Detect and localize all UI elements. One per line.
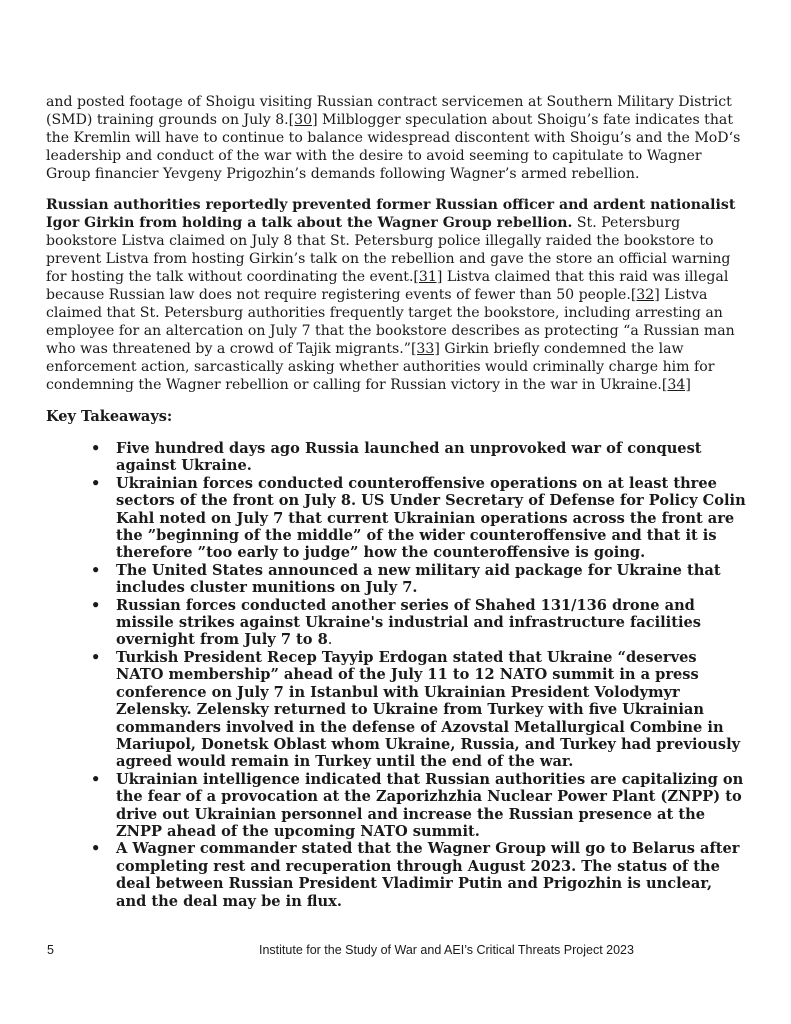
list-item <box>0 771 791 841</box>
page-footer <box>0 943 791 961</box>
footnote-link-32[interactable]: [32] <box>630 287 660 303</box>
list-item-text: Ukrainian forces conducted counteroffensive operations on at least three sectors of the front on July 8. US Under Secretary of Defense for Policy Colin Kahl noted on July 7 that current Ukrainian operations across the front are the ”beginning of the middle” of the wider counteroffensive and that it is therefore ”too early to judge” how the counteroffensive is going. <box>116 474 746 562</box>
list-item-text: Ukrainian intelligence indicated that Russian authorities are capitalizing on the fear of a provocation at the Zaporizhzhia Nuclear Power Plant (ZNPP) to drive out Ukrainian personnel and increase the Russian presence at the ZNPP ahead of the upcoming NATO summit. <box>116 770 744 840</box>
list-item <box>0 440 791 475</box>
paragraph-text: Milblogger speculation about Shoigu’s fate indicates that the Kremlin will have to continue to balance widespread discontent with Shoigu’s and the MoD‘s leadership and conduct of the war with the desire to avoid seeming to capitulate to Wagner Group financier Yevgeny Prigozhin’s demands following Wagner’s armed rebellion. <box>46 112 741 182</box>
paragraph-text: Listva claimed that St. Petersburg authorities frequently target the bookstore, including arresting an employee for an altercation on July 7 that the bookstore describes as protecting “a Russian man who was threatened by a crowd of Tajik migrants.” <box>46 287 735 357</box>
list-item-text: A Wagner commander stated that the Wagner Group will go to Belarus after completing rest and recuperation through August 2023. The status of the deal between Russian President Vladimir Putin and Prigozhin is unclear, and the deal may be in flux. <box>116 840 740 910</box>
list-item <box>0 649 791 771</box>
list-item-text: Russian forces conducted another series of Shahed 131/136 drone and missile strikes against Ukraine's industrial and infrastructure facilities overnight from July 7 to 8 <box>116 596 702 649</box>
bullet-icon: • <box>91 474 101 492</box>
paragraph-text: Listva claimed that this raid was illegal because Russian law does not require registering events of fewer than 50 people. <box>46 269 729 303</box>
list-item <box>0 840 791 910</box>
page-number: 5 <box>47 943 54 957</box>
footnote-link-33[interactable]: [33] <box>410 341 440 357</box>
bullet-icon: • <box>91 840 101 858</box>
list-item-text: Turkish President Recep Tayyip Erdogan stated that Ukraine “deserves NATO membership” ahead of the July 11 to 12 NATO summit in a press conference on July 7 in Istanbul with Ukrainian President Volodymyr Zelensky. Zelensky returned to Ukraine from Turkey with five Ukrainian commanders involved in the defense of Azovstal Metallurgical Combine in Mariupol, Donetsk Oblast whom Ukraine, Russia, and Turkey had previously agreed would remain in Turkey until the end of the war. <box>116 648 741 771</box>
paragraph-text: Girkin briefly condemned the law enforcement action, sarcastically asking whether authorities would criminally charge him for condemning the Wagner rebellion or calling for Russian victory in the war in Ukraine. <box>46 341 715 393</box>
paragraph-shoigu <box>46 93 750 183</box>
footnote-link-34[interactable]: [34] <box>661 377 691 393</box>
bullet-icon: • <box>91 648 101 666</box>
list-item <box>0 562 791 597</box>
list-item-text: The United States announced a new military aid package for Ukraine that includes cluster munitions on July 7. <box>116 561 721 597</box>
bullet-icon: • <box>91 770 101 788</box>
footer-text: Institute for the Study of War and AEI’s Critical Threats Project 2023 <box>259 943 634 957</box>
list-item <box>0 475 791 562</box>
paragraph-text: St. Petersburg bookstore Listva claimed on July 8 that St. Petersburg police illegally raided the bookstore to prevent Listva from hosting Girkin’s talk on the rebellion and gave the store an official warning for hosting the talk without coordinating the event. <box>46 215 731 285</box>
key-takeaways-heading: Key Takeaways: <box>46 408 173 425</box>
list-item-text: Five hundred days ago Russia launched an unprovoked war of conquest against Ukraine. <box>116 440 702 475</box>
bullet-icon: • <box>91 561 101 579</box>
list-item <box>0 597 791 649</box>
key-takeaways-list <box>0 440 791 910</box>
bullet-icon: • <box>91 440 101 457</box>
bullet-icon: • <box>91 596 101 614</box>
paragraph-girkin <box>46 196 750 394</box>
footnote-link-31[interactable]: [31] <box>413 269 443 285</box>
footnote-link-30[interactable]: [30] <box>288 112 318 128</box>
paragraph-lead: Russian authorities reportedly prevented former Russian officer and ardent nationalist Igor Girkin from holding a talk about the Wagner Group rebellion. <box>46 197 736 231</box>
paragraph-text: and posted footage of Shoigu visiting Russian contract servicemen at Southern Military District (SMD) training grounds on July 8. <box>46 94 732 128</box>
list-item-tail: . <box>327 631 333 649</box>
